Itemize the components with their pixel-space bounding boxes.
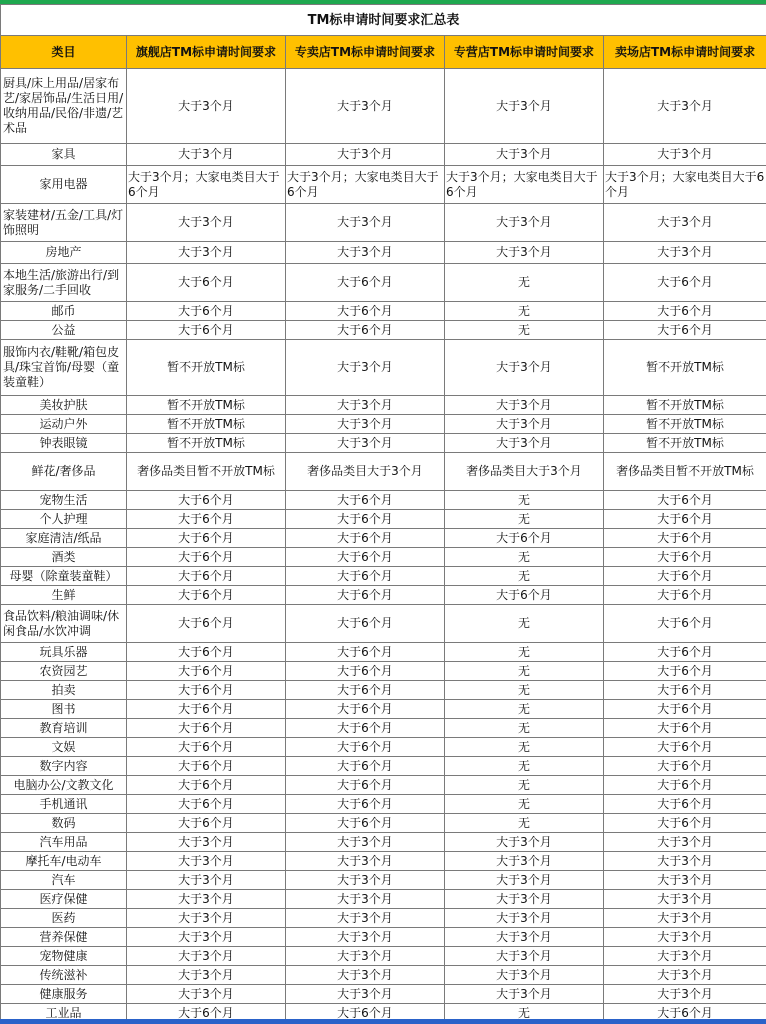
exclusive-cell: 大于3个月 [286, 415, 445, 434]
exclusive-cell: 大于6个月 [286, 643, 445, 662]
franchise-cell: 无 [445, 681, 604, 700]
table-row [1, 586, 766, 605]
tm-requirements-table [0, 4, 766, 1023]
franchise-cell: 大于3个月 [445, 144, 604, 166]
table-row [1, 396, 766, 415]
exclusive-cell: 大于6个月 [286, 662, 445, 681]
exclusive-cell: 大于3个月 [286, 890, 445, 909]
franchise-cell: 无 [445, 776, 604, 795]
mall-cell: 大于6个月 [604, 548, 766, 567]
category-cell: 母婴（除童装童鞋） [1, 567, 127, 586]
table-row [1, 605, 766, 643]
flagship-cell: 大于6个月 [127, 681, 286, 700]
category-cell: 房地产 [1, 242, 127, 264]
table-title: TM标申请时间要求汇总表 [1, 5, 766, 36]
exclusive-cell: 大于6个月 [286, 681, 445, 700]
franchise-cell: 无 [445, 321, 604, 340]
category-cell: 手机通讯 [1, 795, 127, 814]
franchise-cell: 奢侈品类目大于3个月 [445, 453, 604, 491]
category-cell: 文娱 [1, 738, 127, 757]
category-cell: 摩托车/电动车 [1, 852, 127, 871]
table-row [1, 871, 766, 890]
mall-cell: 大于6个月 [604, 814, 766, 833]
exclusive-cell: 大于3个月 [286, 909, 445, 928]
franchise-cell: 无 [445, 548, 604, 567]
flagship-cell: 大于6个月 [127, 662, 286, 681]
table-row [1, 890, 766, 909]
category-cell: 家具 [1, 144, 127, 166]
flagship-cell: 大于6个月 [127, 567, 286, 586]
exclusive-cell: 大于3个月 [286, 340, 445, 396]
flagship-cell: 大于6个月 [127, 548, 286, 567]
header-exclusive: 专卖店TM标申请时间要求 [286, 36, 445, 69]
mall-cell: 大于6个月 [604, 700, 766, 719]
exclusive-cell: 大于6个月 [286, 1004, 445, 1023]
mall-cell: 大于6个月 [604, 586, 766, 605]
category-cell: 图书 [1, 700, 127, 719]
mall-cell: 大于3个月 [604, 69, 766, 144]
exclusive-cell: 大于3个月 [286, 966, 445, 985]
exclusive-cell: 大于6个月 [286, 757, 445, 776]
flagship-cell: 大于3个月 [127, 204, 286, 242]
category-cell: 农资园艺 [1, 662, 127, 681]
franchise-cell: 大于6个月 [445, 586, 604, 605]
franchise-cell: 无 [445, 662, 604, 681]
table-row [1, 242, 766, 264]
flagship-cell: 大于6个月 [127, 605, 286, 643]
mall-cell: 暂不开放TM标 [604, 415, 766, 434]
bottom-decorative-stripe [0, 1019, 766, 1024]
exclusive-cell: 大于3个月 [286, 144, 445, 166]
exclusive-cell: 大于3个月 [286, 434, 445, 453]
franchise-cell: 无 [445, 567, 604, 586]
mall-cell: 大于6个月 [604, 795, 766, 814]
exclusive-cell: 大于6个月 [286, 529, 445, 548]
category-cell: 邮币 [1, 302, 127, 321]
category-cell: 教育培训 [1, 719, 127, 738]
flagship-cell: 大于3个月 [127, 871, 286, 890]
exclusive-cell: 大于3个月 [286, 928, 445, 947]
table-row [1, 321, 766, 340]
flagship-cell: 大于3个月 [127, 966, 286, 985]
exclusive-cell: 大于6个月 [286, 719, 445, 738]
exclusive-cell: 奢侈品类目大于3个月 [286, 453, 445, 491]
category-cell: 医疗保健 [1, 890, 127, 909]
header-mall: 卖场店TM标申请时间要求 [604, 36, 766, 69]
flagship-cell: 大于3个月 [127, 947, 286, 966]
table-row [1, 166, 766, 204]
franchise-cell: 无 [445, 814, 604, 833]
exclusive-cell: 大于3个月 [286, 242, 445, 264]
category-cell: 本地生活/旅游出行/到家服务/二手回收 [1, 264, 127, 302]
category-cell: 钟表眼镜 [1, 434, 127, 453]
franchise-cell: 无 [445, 643, 604, 662]
franchise-cell: 无 [445, 757, 604, 776]
category-cell: 传统滋补 [1, 966, 127, 985]
flagship-cell: 大于6个月 [127, 700, 286, 719]
flagship-cell: 大于3个月 [127, 890, 286, 909]
mall-cell: 暂不开放TM标 [604, 434, 766, 453]
mall-cell: 大于6个月 [604, 321, 766, 340]
category-cell: 公益 [1, 321, 127, 340]
franchise-cell: 大于3个月 [445, 242, 604, 264]
mall-cell: 大于6个月 [604, 264, 766, 302]
table-row [1, 510, 766, 529]
table-row [1, 700, 766, 719]
flagship-cell: 暂不开放TM标 [127, 415, 286, 434]
mall-cell: 大于3个月 [604, 871, 766, 890]
table-row [1, 852, 766, 871]
franchise-cell: 大于3个月 [445, 434, 604, 453]
franchise-cell: 大于3个月 [445, 966, 604, 985]
category-cell: 玩具乐器 [1, 643, 127, 662]
flagship-cell: 大于3个月 [127, 985, 286, 1004]
flagship-cell: 大于3个月 [127, 144, 286, 166]
exclusive-cell: 大于6个月 [286, 567, 445, 586]
header-franchise: 专营店TM标申请时间要求 [445, 36, 604, 69]
exclusive-cell: 大于3个月 [286, 396, 445, 415]
flagship-cell: 大于6个月 [127, 321, 286, 340]
mall-cell: 大于6个月 [604, 529, 766, 548]
franchise-cell: 无 [445, 264, 604, 302]
franchise-cell: 大于3个月 [445, 909, 604, 928]
exclusive-cell: 大于6个月 [286, 586, 445, 605]
franchise-cell: 无 [445, 605, 604, 643]
category-cell: 厨具/床上用品/居家布艺/家居饰品/生活日用/收纳用品/民俗/非遗/艺术品 [1, 69, 127, 144]
table-row [1, 947, 766, 966]
franchise-cell: 无 [445, 491, 604, 510]
franchise-cell: 大于3个月 [445, 947, 604, 966]
exclusive-cell: 大于6个月 [286, 776, 445, 795]
franchise-cell: 大于3个月 [445, 69, 604, 144]
mall-cell: 大于6个月 [604, 567, 766, 586]
table-body [1, 69, 766, 1023]
category-cell: 健康服务 [1, 985, 127, 1004]
category-cell: 美妆护肤 [1, 396, 127, 415]
mall-cell: 大于3个月 [604, 204, 766, 242]
table-row [1, 548, 766, 567]
franchise-cell: 无 [445, 795, 604, 814]
category-cell: 生鲜 [1, 586, 127, 605]
flagship-cell: 暂不开放TM标 [127, 396, 286, 415]
flagship-cell: 大于6个月 [127, 719, 286, 738]
mall-cell: 大于3个月 [604, 928, 766, 947]
flagship-cell: 大于6个月 [127, 738, 286, 757]
category-cell: 宠物健康 [1, 947, 127, 966]
flagship-cell: 大于3个月 [127, 909, 286, 928]
table-row [1, 814, 766, 833]
mall-cell: 大于3个月 [604, 833, 766, 852]
exclusive-cell: 大于3个月 [286, 985, 445, 1004]
exclusive-cell: 大于3个月 [286, 833, 445, 852]
exclusive-cell: 大于3个月 [286, 947, 445, 966]
table-row [1, 795, 766, 814]
table-row [1, 434, 766, 453]
table-row [1, 719, 766, 738]
franchise-cell: 无 [445, 1004, 604, 1023]
exclusive-cell: 大于3个月 [286, 871, 445, 890]
flagship-cell: 大于6个月 [127, 757, 286, 776]
category-cell: 数码 [1, 814, 127, 833]
table-row [1, 415, 766, 434]
flagship-cell: 奢侈品类目暂不开放TM标 [127, 453, 286, 491]
mall-cell: 暂不开放TM标 [604, 396, 766, 415]
table-row [1, 264, 766, 302]
mall-cell: 大于6个月 [604, 510, 766, 529]
category-cell: 个人护理 [1, 510, 127, 529]
table-row [1, 204, 766, 242]
flagship-cell: 大于6个月 [127, 814, 286, 833]
flagship-cell: 大于6个月 [127, 529, 286, 548]
category-cell: 家用电器 [1, 166, 127, 204]
franchise-cell: 大于3个月 [445, 396, 604, 415]
flagship-cell: 大于3个月 [127, 928, 286, 947]
flagship-cell: 大于3个月 [127, 852, 286, 871]
category-cell: 工业品 [1, 1004, 127, 1023]
table-row [1, 776, 766, 795]
exclusive-cell: 大于6个月 [286, 302, 445, 321]
mall-cell: 大于6个月 [604, 681, 766, 700]
exclusive-cell: 大于6个月 [286, 548, 445, 567]
category-cell: 医药 [1, 909, 127, 928]
mall-cell: 奢侈品类目暂不开放TM标 [604, 453, 766, 491]
table-row [1, 69, 766, 144]
category-cell: 汽车用品 [1, 833, 127, 852]
flagship-cell: 大于3个月 [127, 69, 286, 144]
franchise-cell: 大于3个月 [445, 928, 604, 947]
flagship-cell: 大于3个月；大家电类目大于6个月 [127, 166, 286, 204]
exclusive-cell: 大于3个月 [286, 204, 445, 242]
table-row [1, 662, 766, 681]
table-row [1, 928, 766, 947]
flagship-cell: 大于6个月 [127, 643, 286, 662]
category-cell: 服饰内衣/鞋靴/箱包皮具/珠宝首饰/母婴（童装童鞋） [1, 340, 127, 396]
mall-cell: 大于6个月 [604, 302, 766, 321]
exclusive-cell: 大于6个月 [286, 814, 445, 833]
mall-cell: 大于6个月 [604, 738, 766, 757]
flagship-cell: 暂不开放TM标 [127, 434, 286, 453]
spreadsheet [0, 4, 766, 1023]
category-cell: 汽车 [1, 871, 127, 890]
category-cell: 电脑办公/文教文化 [1, 776, 127, 795]
mall-cell: 大于3个月 [604, 852, 766, 871]
exclusive-cell: 大于6个月 [286, 700, 445, 719]
flagship-cell: 大于6个月 [127, 776, 286, 795]
category-cell: 食品饮料/粮油调味/休闲食品/水饮冲调 [1, 605, 127, 643]
exclusive-cell: 大于6个月 [286, 605, 445, 643]
category-cell: 家装建材/五金/工具/灯饰照明 [1, 204, 127, 242]
table-row [1, 144, 766, 166]
table-row [1, 453, 766, 491]
mall-cell: 大于3个月 [604, 909, 766, 928]
table-row [1, 340, 766, 396]
flagship-cell: 大于6个月 [127, 510, 286, 529]
exclusive-cell: 大于6个月 [286, 321, 445, 340]
franchise-cell: 无 [445, 302, 604, 321]
franchise-cell: 大于3个月 [445, 340, 604, 396]
header-flagship: 旗舰店TM标申请时间要求 [127, 36, 286, 69]
exclusive-cell: 大于6个月 [286, 738, 445, 757]
title-row [1, 5, 766, 36]
exclusive-cell: 大于6个月 [286, 491, 445, 510]
table-row [1, 833, 766, 852]
flagship-cell: 大于3个月 [127, 833, 286, 852]
exclusive-cell: 大于6个月 [286, 510, 445, 529]
mall-cell: 大于6个月 [604, 662, 766, 681]
franchise-cell: 大于3个月 [445, 204, 604, 242]
exclusive-cell: 大于6个月 [286, 264, 445, 302]
franchise-cell: 大于3个月 [445, 985, 604, 1004]
mall-cell: 大于6个月 [604, 643, 766, 662]
category-cell: 酒类 [1, 548, 127, 567]
mall-cell: 大于3个月 [604, 947, 766, 966]
flagship-cell: 大于3个月 [127, 242, 286, 264]
category-cell: 拍卖 [1, 681, 127, 700]
table-row [1, 529, 766, 548]
table-row [1, 738, 766, 757]
mall-cell: 大于6个月 [604, 1004, 766, 1023]
exclusive-cell: 大于3个月 [286, 852, 445, 871]
mall-cell: 大于3个月 [604, 242, 766, 264]
mall-cell: 大于6个月 [604, 719, 766, 738]
table-row [1, 491, 766, 510]
franchise-cell: 大于3个月 [445, 415, 604, 434]
franchise-cell: 大于3个月；大家电类目大于6个月 [445, 166, 604, 204]
franchise-cell: 大于3个月 [445, 871, 604, 890]
exclusive-cell: 大于3个月；大家电类目大于6个月 [286, 166, 445, 204]
mall-cell: 暂不开放TM标 [604, 340, 766, 396]
table-row [1, 567, 766, 586]
mall-cell: 大于6个月 [604, 605, 766, 643]
category-cell: 家庭清洁/纸品 [1, 529, 127, 548]
header-category: 类目 [1, 36, 127, 69]
mall-cell: 大于6个月 [604, 757, 766, 776]
franchise-cell: 大于3个月 [445, 833, 604, 852]
exclusive-cell: 大于6个月 [286, 795, 445, 814]
mall-cell: 大于3个月 [604, 966, 766, 985]
table-row [1, 643, 766, 662]
category-cell: 鲜花/奢侈品 [1, 453, 127, 491]
flagship-cell: 大于6个月 [127, 586, 286, 605]
flagship-cell: 大于6个月 [127, 491, 286, 510]
franchise-cell: 大于3个月 [445, 890, 604, 909]
table-row [1, 909, 766, 928]
franchise-cell: 无 [445, 510, 604, 529]
category-cell: 宠物生活 [1, 491, 127, 510]
franchise-cell: 大于6个月 [445, 529, 604, 548]
mall-cell: 大于6个月 [604, 776, 766, 795]
flagship-cell: 大于6个月 [127, 302, 286, 321]
table-row [1, 681, 766, 700]
flagship-cell: 大于6个月 [127, 264, 286, 302]
table-row [1, 757, 766, 776]
table-row [1, 302, 766, 321]
table-row [1, 966, 766, 985]
mall-cell: 大于3个月 [604, 890, 766, 909]
flagship-cell: 暂不开放TM标 [127, 340, 286, 396]
mall-cell: 大于3个月；大家电类目大于6个月 [604, 166, 766, 204]
exclusive-cell: 大于3个月 [286, 69, 445, 144]
category-cell: 数字内容 [1, 757, 127, 776]
franchise-cell: 无 [445, 738, 604, 757]
header-row [1, 36, 766, 69]
category-cell: 营养保健 [1, 928, 127, 947]
mall-cell: 大于3个月 [604, 144, 766, 166]
flagship-cell: 大于6个月 [127, 795, 286, 814]
mall-cell: 大于6个月 [604, 491, 766, 510]
franchise-cell: 无 [445, 700, 604, 719]
franchise-cell: 无 [445, 719, 604, 738]
franchise-cell: 大于3个月 [445, 852, 604, 871]
category-cell: 运动户外 [1, 415, 127, 434]
mall-cell: 大于3个月 [604, 985, 766, 1004]
flagship-cell: 大于6个月 [127, 1004, 286, 1023]
table-row [1, 985, 766, 1004]
